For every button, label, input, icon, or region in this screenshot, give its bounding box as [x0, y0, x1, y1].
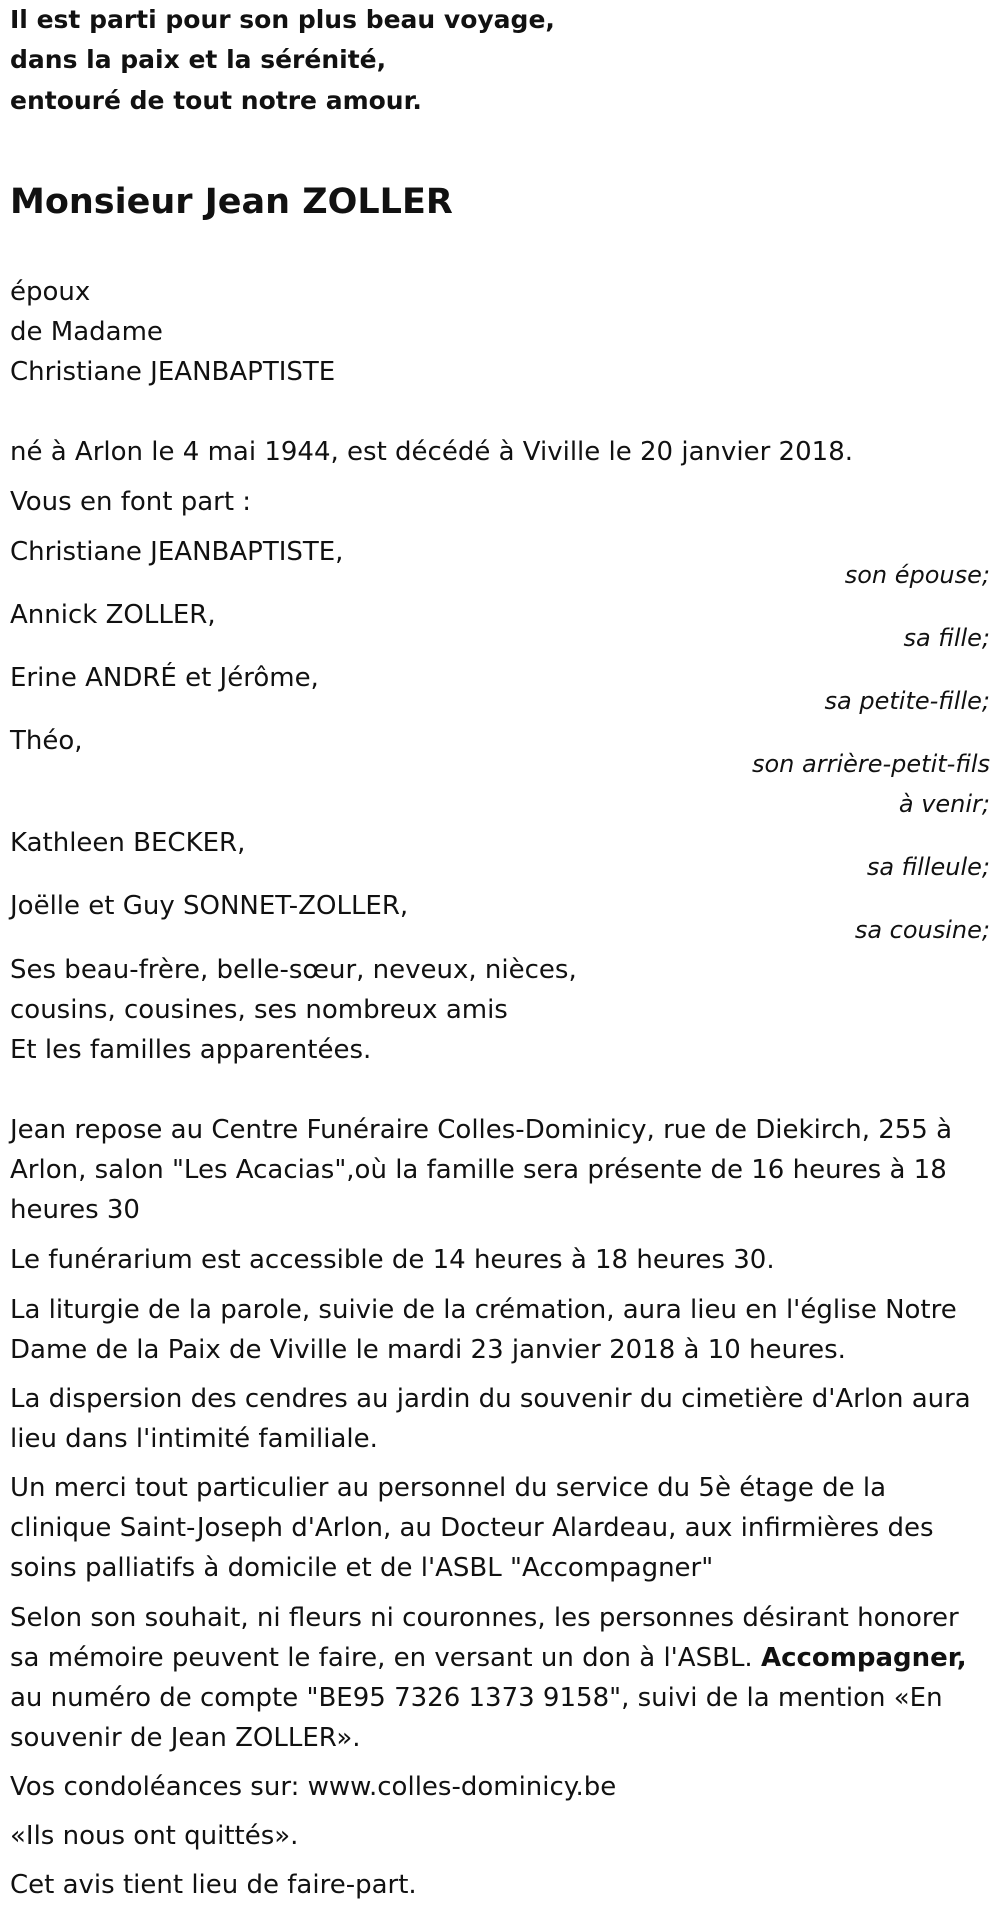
family-member-name: Christiane JEANBAPTISTE, [10, 537, 344, 567]
family-member-relation: sa fille; [903, 624, 990, 652]
donation-text-end: au numéro de compte "BE95 7326 1373 9158", suivi de la mention «En souvenir de Jean ZOLLER». [10, 1683, 943, 1753]
family-member-name: Théo, [10, 726, 83, 756]
intro-line-1: Il est parti pour son plus beau voyage, [10, 5, 555, 34]
liturgy-paragraph: La liturgie de la parole, suivie de la crémation, aura lieu en l'église Notre Dame de la Paix de Viville le mardi 23 janvier 2018 à 10 heures. [10, 1295, 957, 1365]
spouse-line-1: époux [10, 277, 91, 307]
family-member-relation: sa petite-fille; [824, 687, 990, 715]
family-member-relation: sa cousine; [854, 916, 990, 944]
family-member-relation-continued: à venir; [898, 790, 990, 818]
family-member-relation: son épouse; [844, 561, 990, 589]
family-member-name: Joëlle et Guy SONNET-ZOLLER, [10, 891, 409, 921]
family-member-relation: sa filleule; [866, 853, 990, 881]
thanks-paragraph: Un merci tout particulier au personnel du service du 5è étage de la clinique Saint-Joseph d'Arlon, au Docteur Alardeau, aux infirmières des soins palliatifs à domicile et de l'ASBL "Accompagner" [10, 1473, 934, 1583]
family-member-name: Erine ANDRÉ et Jérôme, [10, 663, 319, 693]
spouse-line-2: de Madame [10, 317, 163, 347]
birth-death-line: né à Arlon le 4 mai 1944, est décédé à Viville le 20 janvier 2018. [10, 437, 853, 467]
extended-family-line-2: cousins, cousines, ses nombreux amis [10, 995, 508, 1025]
family-member-name: Annick ZOLLER, [10, 600, 216, 630]
condolences-line: Vos condoléances sur: www.colles-dominicy.be [10, 1772, 617, 1802]
extended-family-line-3: Et les familles apparentées. [10, 1035, 372, 1065]
spouse-line-3: Christiane JEANBAPTISTE [10, 357, 336, 387]
dispersion-paragraph: La dispersion des cendres au jardin du souvenir du cimetière d'Arlon aura lieu dans l'intimité familiale. [10, 1384, 971, 1454]
family-member-relation: son arrière-petit-fils [751, 750, 990, 778]
intro-line-3: entouré de tout notre amour. [10, 86, 422, 115]
repose-paragraph: Jean repose au Centre Funéraire Colles-Dominicy, rue de Diekirch, 255 à Arlon, salon "Les Acacias",où la famille sera présente de 16 heures à 18 heures 30 [10, 1115, 953, 1225]
donation-organisation: Accompagner, [760, 1643, 967, 1673]
notice-line: Cet avis tient lieu de faire-part. [10, 1870, 417, 1900]
donation-text-start: Selon son souhait, ni fleurs ni couronnes, les personnes désirant honorer sa mémoire peuvent le faire, en versant un don à l'ASBL. [10, 1603, 959, 1673]
announce-line: Vous en font part : [10, 487, 252, 517]
quittes-line: «Ils nous ont quittés». [10, 1821, 299, 1851]
extended-family-line-1: Ses beau-frère, belle-sœur, neveux, nièces, [10, 955, 577, 985]
donation-paragraph [10, 1598, 990, 1758]
family-member-name: Kathleen BECKER, [10, 828, 246, 858]
deceased-name: Monsieur Jean ZOLLER [10, 182, 453, 222]
funerarium-paragraph: Le funérarium est accessible de 14 heures à 18 heures 30. [10, 1245, 775, 1275]
intro-line-2: dans la paix et la sérénité, [10, 45, 387, 74]
